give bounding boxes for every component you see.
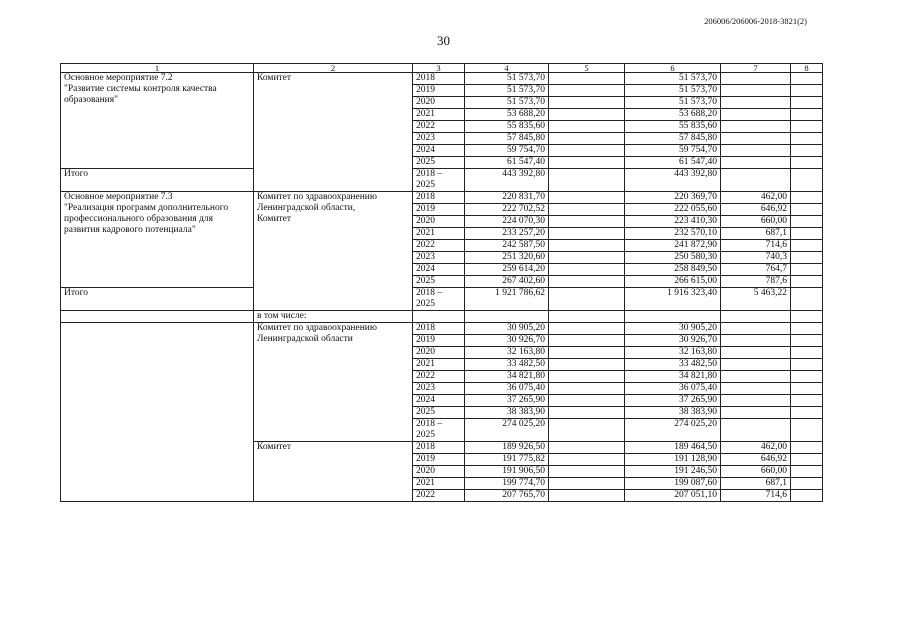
federal-amount-cell	[549, 169, 625, 192]
other-amount-cell	[791, 145, 823, 157]
federal-amount-cell	[549, 204, 625, 216]
regional-amount-cell: 191 128,90	[625, 454, 721, 466]
total-amount-cell: 51 573,70	[465, 73, 549, 85]
federal-amount-cell	[549, 216, 625, 228]
year-cell: 2018 – 2025	[413, 419, 465, 442]
local-amount-cell	[721, 395, 791, 407]
other-amount-cell	[791, 216, 823, 228]
year-cell: 2022	[413, 121, 465, 133]
other-amount-cell	[791, 169, 823, 192]
local-amount-cell	[721, 323, 791, 335]
total-amount-cell: 222 702,52	[465, 204, 549, 216]
regional-amount-cell: 443 392,80	[625, 169, 721, 192]
total-amount-cell: 191 775,82	[465, 454, 549, 466]
total-amount-cell: 34 821,80	[465, 371, 549, 383]
year-cell: 2018 – 2025	[413, 169, 465, 192]
other-amount-cell	[791, 240, 823, 252]
regional-amount-cell: 207 051,10	[625, 490, 721, 502]
total-amount-cell: 38 383,90	[465, 407, 549, 419]
other-amount-cell	[791, 73, 823, 85]
year-cell: 2018	[413, 442, 465, 454]
other-amount-cell	[791, 359, 823, 371]
regional-amount-cell: 199 087,60	[625, 478, 721, 490]
including-label-cell: в том числе:	[254, 311, 413, 323]
local-amount-cell	[721, 383, 791, 395]
federal-amount-cell	[549, 276, 625, 288]
local-amount-cell: 660,00	[721, 216, 791, 228]
executor-cell: Комитет	[254, 442, 413, 502]
local-amount-cell	[721, 347, 791, 359]
year-cell: 2024	[413, 145, 465, 157]
regional-amount-cell: 274 025,20	[625, 419, 721, 442]
year-cell: 2018	[413, 323, 465, 335]
local-amount-cell	[721, 359, 791, 371]
total-amount-cell: 207 765,70	[465, 490, 549, 502]
other-amount-cell	[791, 109, 823, 121]
federal-amount-cell	[549, 97, 625, 109]
local-amount-cell: 462,00	[721, 192, 791, 204]
total-amount-cell: 199 774,70	[465, 478, 549, 490]
local-amount-cell: 687,1	[721, 228, 791, 240]
local-amount-cell: 764,7	[721, 264, 791, 276]
total-amount-cell: 59 754,70	[465, 145, 549, 157]
other-amount-cell	[791, 407, 823, 419]
regional-amount-cell: 191 246,50	[625, 466, 721, 478]
year-cell: 2022	[413, 371, 465, 383]
other-amount-cell	[791, 157, 823, 169]
regional-amount-cell: 53 688,20	[625, 109, 721, 121]
other-amount-cell	[791, 252, 823, 264]
local-amount-cell: 660,00	[721, 466, 791, 478]
empty-cell	[61, 311, 254, 323]
total-amount-cell: 443 392,80	[465, 169, 549, 192]
regional-amount-cell: 61 547,40	[625, 157, 721, 169]
total-amount-cell: 53 688,20	[465, 109, 549, 121]
year-cell: 2019	[413, 454, 465, 466]
other-amount-cell	[791, 335, 823, 347]
regional-amount-cell: 34 821,80	[625, 371, 721, 383]
year-cell: 2025	[413, 407, 465, 419]
regional-amount-cell: 223 410,30	[625, 216, 721, 228]
column-header: 2	[254, 64, 413, 73]
regional-amount-cell: 258 849,50	[625, 264, 721, 276]
federal-amount-cell	[549, 288, 625, 311]
empty-cell	[465, 311, 549, 323]
other-amount-cell	[791, 442, 823, 454]
regional-amount-cell: 1 916 323,40	[625, 288, 721, 311]
table-row	[61, 192, 823, 204]
federal-amount-cell	[549, 454, 625, 466]
federal-amount-cell	[549, 359, 625, 371]
empty-cell	[549, 311, 625, 323]
year-cell: 2020	[413, 466, 465, 478]
local-amount-cell	[721, 157, 791, 169]
year-cell: 2018	[413, 73, 465, 85]
other-amount-cell	[791, 228, 823, 240]
executor-cell: Комитет	[254, 73, 413, 192]
regional-amount-cell: 51 573,70	[625, 97, 721, 109]
total-amount-cell: 191 906,50	[465, 466, 549, 478]
federal-amount-cell	[549, 73, 625, 85]
year-cell: 2018 – 2025	[413, 288, 465, 311]
total-amount-cell: 33 482,50	[465, 359, 549, 371]
federal-amount-cell	[549, 407, 625, 419]
year-cell: 2019	[413, 335, 465, 347]
column-header: 6	[625, 64, 721, 73]
total-amount-cell: 251 320,60	[465, 252, 549, 264]
federal-amount-cell	[549, 109, 625, 121]
local-amount-cell	[721, 169, 791, 192]
other-amount-cell	[791, 204, 823, 216]
federal-amount-cell	[549, 145, 625, 157]
year-cell: 2018	[413, 192, 465, 204]
total-amount-cell: 37 265,90	[465, 395, 549, 407]
total-amount-cell: 30 926,70	[465, 335, 549, 347]
other-amount-cell	[791, 395, 823, 407]
federal-amount-cell	[549, 323, 625, 335]
other-amount-cell	[791, 323, 823, 335]
total-amount-cell: 189 926,50	[465, 442, 549, 454]
year-cell: 2022	[413, 240, 465, 252]
year-cell: 2025	[413, 157, 465, 169]
local-amount-cell: 714,6	[721, 240, 791, 252]
executor-cell: Комитет по здравоохранению Ленинградской области, Комитет	[254, 192, 413, 311]
local-amount-cell	[721, 97, 791, 109]
year-cell: 2021	[413, 478, 465, 490]
regional-amount-cell: 37 265,90	[625, 395, 721, 407]
total-row	[61, 169, 823, 192]
column-header: 4	[465, 64, 549, 73]
federal-amount-cell	[549, 157, 625, 169]
year-cell: 2023	[413, 133, 465, 145]
local-amount-cell	[721, 85, 791, 97]
local-amount-cell	[721, 109, 791, 121]
regional-amount-cell: 220 369,70	[625, 192, 721, 204]
regional-amount-cell: 241 872,90	[625, 240, 721, 252]
column-header: 3	[413, 64, 465, 73]
federal-amount-cell	[549, 335, 625, 347]
total-amount-cell: 224 070,30	[465, 216, 549, 228]
federal-amount-cell	[549, 490, 625, 502]
local-amount-cell: 787,6	[721, 276, 791, 288]
local-amount-cell	[721, 419, 791, 442]
regional-amount-cell: 250 580,30	[625, 252, 721, 264]
regional-amount-cell: 55 835,60	[625, 121, 721, 133]
local-amount-cell: 646,92	[721, 454, 791, 466]
executor-cell: Комитет по здравоохранению Ленинградской области	[254, 323, 413, 442]
empty-activity-cell	[61, 323, 254, 502]
local-amount-cell	[721, 121, 791, 133]
page-number: 30	[437, 33, 450, 48]
local-amount-cell: 687,1	[721, 478, 791, 490]
total-amount-cell: 233 257,20	[465, 228, 549, 240]
local-amount-cell	[721, 73, 791, 85]
total-amount-cell: 274 025,20	[465, 419, 549, 442]
total-amount-cell: 220 831,70	[465, 192, 549, 204]
column-number-row	[61, 64, 823, 73]
total-amount-cell: 267 402,60	[465, 276, 549, 288]
regional-amount-cell: 266 615,00	[625, 276, 721, 288]
year-cell: 2019	[413, 204, 465, 216]
federal-amount-cell	[549, 192, 625, 204]
other-amount-cell	[791, 288, 823, 311]
year-cell: 2022	[413, 490, 465, 502]
column-header: 1	[61, 64, 254, 73]
total-amount-cell: 1 921 786,62	[465, 288, 549, 311]
local-amount-cell	[721, 371, 791, 383]
empty-cell	[413, 311, 465, 323]
total-amount-cell: 30 905,20	[465, 323, 549, 335]
regional-amount-cell: 57 845,80	[625, 133, 721, 145]
total-amount-cell: 51 573,70	[465, 97, 549, 109]
regional-amount-cell: 232 570,10	[625, 228, 721, 240]
regional-amount-cell: 189 464,50	[625, 442, 721, 454]
other-amount-cell	[791, 97, 823, 109]
regional-amount-cell: 30 905,20	[625, 323, 721, 335]
regional-amount-cell: 222 055,60	[625, 204, 721, 216]
year-cell: 2020	[413, 216, 465, 228]
year-cell: 2021	[413, 359, 465, 371]
federal-amount-cell	[549, 466, 625, 478]
column-header: 8	[791, 64, 823, 73]
empty-cell	[721, 311, 791, 323]
year-cell: 2023	[413, 383, 465, 395]
federal-amount-cell	[549, 85, 625, 97]
table-row	[61, 73, 823, 85]
other-amount-cell	[791, 383, 823, 395]
regional-amount-cell: 36 075,40	[625, 383, 721, 395]
column-header: 5	[549, 64, 625, 73]
regional-amount-cell: 30 926,70	[625, 335, 721, 347]
other-amount-cell	[791, 192, 823, 204]
column-header: 7	[721, 64, 791, 73]
local-amount-cell: 462,00	[721, 442, 791, 454]
local-amount-cell	[721, 145, 791, 157]
other-amount-cell	[791, 121, 823, 133]
other-amount-cell	[791, 133, 823, 145]
total-amount-cell: 57 845,80	[465, 133, 549, 145]
total-row	[61, 288, 823, 311]
local-amount-cell: 714,6	[721, 490, 791, 502]
table-row	[61, 323, 823, 335]
federal-amount-cell	[549, 240, 625, 252]
total-amount-cell: 259 614,20	[465, 264, 549, 276]
regional-amount-cell: 38 383,90	[625, 407, 721, 419]
empty-cell	[625, 311, 721, 323]
other-amount-cell	[791, 466, 823, 478]
year-cell: 2025	[413, 276, 465, 288]
local-amount-cell	[721, 133, 791, 145]
federal-amount-cell	[549, 419, 625, 442]
regional-amount-cell: 59 754,70	[625, 145, 721, 157]
federal-amount-cell	[549, 252, 625, 264]
total-amount-cell: 55 835,60	[465, 121, 549, 133]
year-cell: 2019	[413, 85, 465, 97]
federal-amount-cell	[549, 228, 625, 240]
total-label-cell: Итого	[61, 169, 254, 192]
local-amount-cell	[721, 335, 791, 347]
year-cell: 2020	[413, 97, 465, 109]
total-amount-cell: 36 075,40	[465, 383, 549, 395]
federal-amount-cell	[549, 395, 625, 407]
federal-amount-cell	[549, 121, 625, 133]
year-cell: 2024	[413, 395, 465, 407]
other-amount-cell	[791, 85, 823, 97]
federal-amount-cell	[549, 371, 625, 383]
federal-amount-cell	[549, 478, 625, 490]
federal-amount-cell	[549, 383, 625, 395]
regional-amount-cell: 51 573,70	[625, 73, 721, 85]
year-cell: 2021	[413, 109, 465, 121]
document-id: 206006/206006-2018-3821(2)	[704, 16, 807, 26]
year-cell: 2024	[413, 264, 465, 276]
year-cell: 2020	[413, 347, 465, 359]
regional-amount-cell: 32 163,80	[625, 347, 721, 359]
federal-amount-cell	[549, 264, 625, 276]
including-row	[61, 311, 823, 323]
other-amount-cell	[791, 347, 823, 359]
local-amount-cell: 740,3	[721, 252, 791, 264]
other-amount-cell	[791, 276, 823, 288]
other-amount-cell	[791, 371, 823, 383]
other-amount-cell	[791, 454, 823, 466]
local-amount-cell	[721, 407, 791, 419]
budget-table	[60, 63, 823, 502]
regional-amount-cell: 33 482,50	[625, 359, 721, 371]
other-amount-cell	[791, 419, 823, 442]
table-body	[61, 64, 823, 502]
total-amount-cell: 32 163,80	[465, 347, 549, 359]
federal-amount-cell	[549, 347, 625, 359]
total-amount-cell: 51 573,70	[465, 85, 549, 97]
federal-amount-cell	[549, 133, 625, 145]
other-amount-cell	[791, 490, 823, 502]
year-cell: 2021	[413, 228, 465, 240]
total-label-cell: Итого	[61, 288, 254, 311]
activity-name-cell: Основное мероприятие 7.2 "Развитие системы контроля качества образования"	[61, 73, 254, 169]
other-amount-cell	[791, 478, 823, 490]
empty-cell	[791, 311, 823, 323]
total-amount-cell: 242 587,50	[465, 240, 549, 252]
regional-amount-cell: 51 573,70	[625, 85, 721, 97]
total-amount-cell: 61 547,40	[465, 157, 549, 169]
activity-name-cell: Основное мероприятие 7.3 "Реализация программ дополнительного профессионального образования для развития кадрового потенциала"	[61, 192, 254, 288]
local-amount-cell: 646,92	[721, 204, 791, 216]
federal-amount-cell	[549, 442, 625, 454]
local-amount-cell: 5 463,22	[721, 288, 791, 311]
other-amount-cell	[791, 264, 823, 276]
year-cell: 2023	[413, 252, 465, 264]
